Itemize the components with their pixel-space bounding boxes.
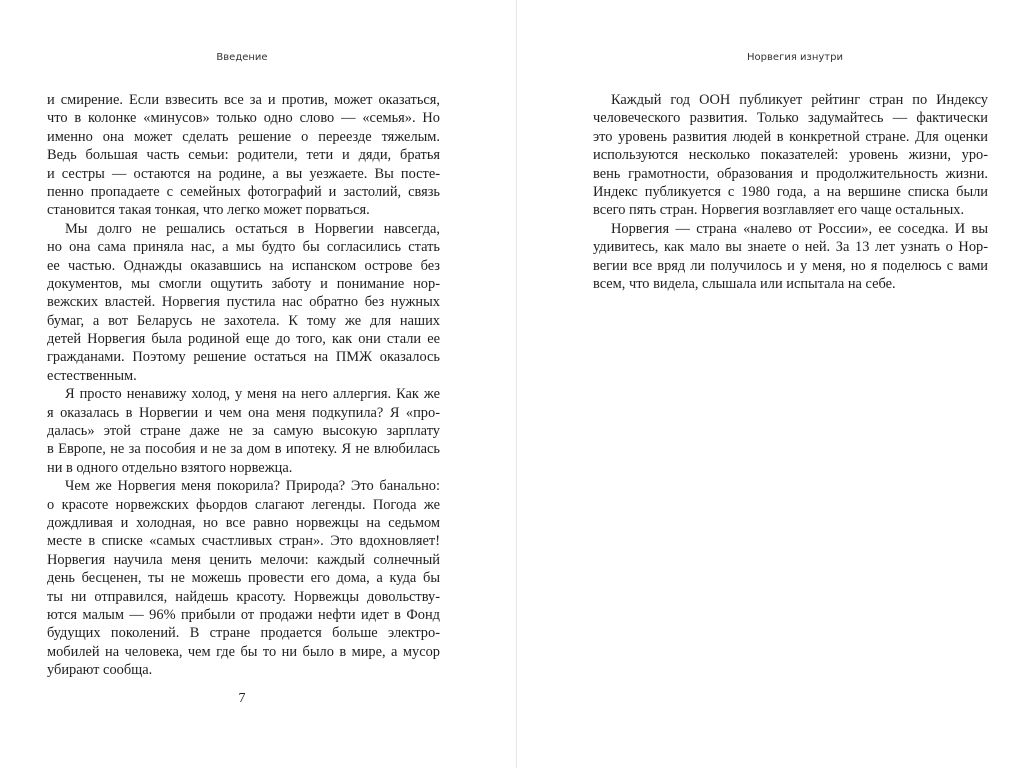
text-line: используются несколько показателей: уровень жизни, уро- — [593, 147, 988, 164]
text-line: это уровень развития людей в конкретной стране. Для оценки — [593, 128, 988, 145]
text-line: гражданами. Поэтому решение остаться на ПМЖ оказалось — [47, 349, 440, 366]
text-line: Норвегия научила меня ценить мелочи: каждый солнечный — [47, 551, 440, 568]
text-line: вежских властей. Норвегия пустила нас обратно без нужных — [47, 294, 440, 311]
text-line: бумаг, а вот Беларусь не захотела. К тому же для наших — [47, 312, 440, 329]
text-line: всего пять стран. Норвегия возглавляет его чаще остальных. — [593, 202, 965, 219]
text-line: ни в одного отдельно взятого норвежца. — [47, 459, 293, 476]
left-page-body — [47, 91, 440, 680]
text-line: день бесценен, ты не можешь провести его дома, а куда бы — [47, 570, 440, 587]
text-line: Ведь большая часть семьи: родители, тети и дяди, братья — [47, 147, 440, 164]
text-line: удивитесь, как мало вы знаете о ней. За 13 лет узнать о Нор- — [593, 239, 988, 256]
page-number: 7 — [238, 691, 246, 706]
running-head-left: Введение — [216, 52, 268, 63]
text-line: Мы долго не решались остаться в Норвегии навсегда, — [65, 220, 440, 237]
text-line: в Европе, не за пособия и не за дом в ипотеку. Я не влюбилась — [47, 441, 440, 458]
text-line: Каждый год ООН публикует рейтинг стран по Индексу — [611, 92, 988, 108]
text-line: пенно пропадаете с семейных фотографий и застолий, связь — [47, 183, 440, 200]
left-page — [0, 0, 516, 768]
text-line: становится такая тонкая, что легко может порваться. — [47, 202, 370, 219]
text-line: месте в списке «самых счастливых стран». Это вдохновляет! — [47, 533, 440, 550]
text-line: детей Норвегия была родиной еще до того, как они стали ее — [47, 331, 440, 348]
paragraph — [47, 220, 440, 386]
text-line: я оказалась в Норвегии и чем она меня подкупила? Я «про- — [47, 404, 440, 421]
paragraph — [47, 385, 440, 477]
right-page-body — [593, 91, 988, 293]
paragraph — [593, 91, 988, 220]
text-line: всем, что видела, слышала или испытала на себе. — [593, 275, 896, 292]
text-line: что в колонке «минусов» только одно слово — «семья». Но — [47, 110, 440, 127]
text-line: будущих поколений. В стране продается больше электро- — [47, 625, 440, 642]
text-line: и сестры — остаются на родине, а вы уезжаете. Вы посте- — [47, 165, 440, 182]
text-line: именно она может сделать решение о переезде тяжелым. — [47, 128, 440, 145]
text-line: дождливая и холодная, но все равно норвежцы на седьмом — [47, 514, 440, 531]
text-line: Я просто ненавижу холод, у меня на него аллергия. Как же — [65, 386, 440, 403]
text-line: но она сама приняла нас, а мы будто бы согласились стать — [47, 239, 440, 256]
text-line: человеческого развития. Только задумайтесь — фактически — [593, 110, 988, 127]
text-line: ты ни отправился, найдешь красоту. Норвежцы довольству- — [47, 588, 440, 605]
paragraph — [593, 220, 988, 294]
text-line: естественным. — [47, 367, 137, 384]
text-line: Индекс публикуется с 1980 года, а на вершине списка были — [593, 183, 988, 200]
paragraph — [47, 477, 440, 679]
running-head-right: Норвегия изнутри — [747, 52, 843, 63]
text-line: Чем же Норвегия меня покорила? Природа? Это банально: — [65, 478, 440, 495]
text-line: о красоте норвежских фьордов слагают легенды. Погода же — [47, 496, 440, 513]
text-line: мобилей на человека, чем где бы то ни было в мире, а мусор — [47, 643, 440, 660]
text-line: и смирение. Если взвесить все за и против, может оказаться, — [47, 92, 440, 108]
paragraph — [47, 91, 440, 220]
text-line: ются малым — 96% прибыли от продажи нефти идет в Фонд — [47, 606, 440, 623]
text-line: убирают сообща. — [47, 662, 153, 679]
text-line: далась» этой стране даже не за самую высокую зарплату — [47, 423, 440, 440]
text-line: документов, мы смогли ощутить заботу и понимание нор- — [47, 275, 440, 292]
text-line: вень грамотности, образования и продолжительность жизни. — [593, 165, 988, 182]
text-line: Норвегия — страна «налево от России», ее соседка. И вы — [611, 220, 988, 237]
text-line: вегии все вряд ли получилось и у меня, но я поделюсь с вами — [593, 257, 988, 274]
right-page — [517, 0, 1034, 768]
text-line: ее частью. Однажды оказавшись на испанском острове без — [47, 257, 440, 274]
